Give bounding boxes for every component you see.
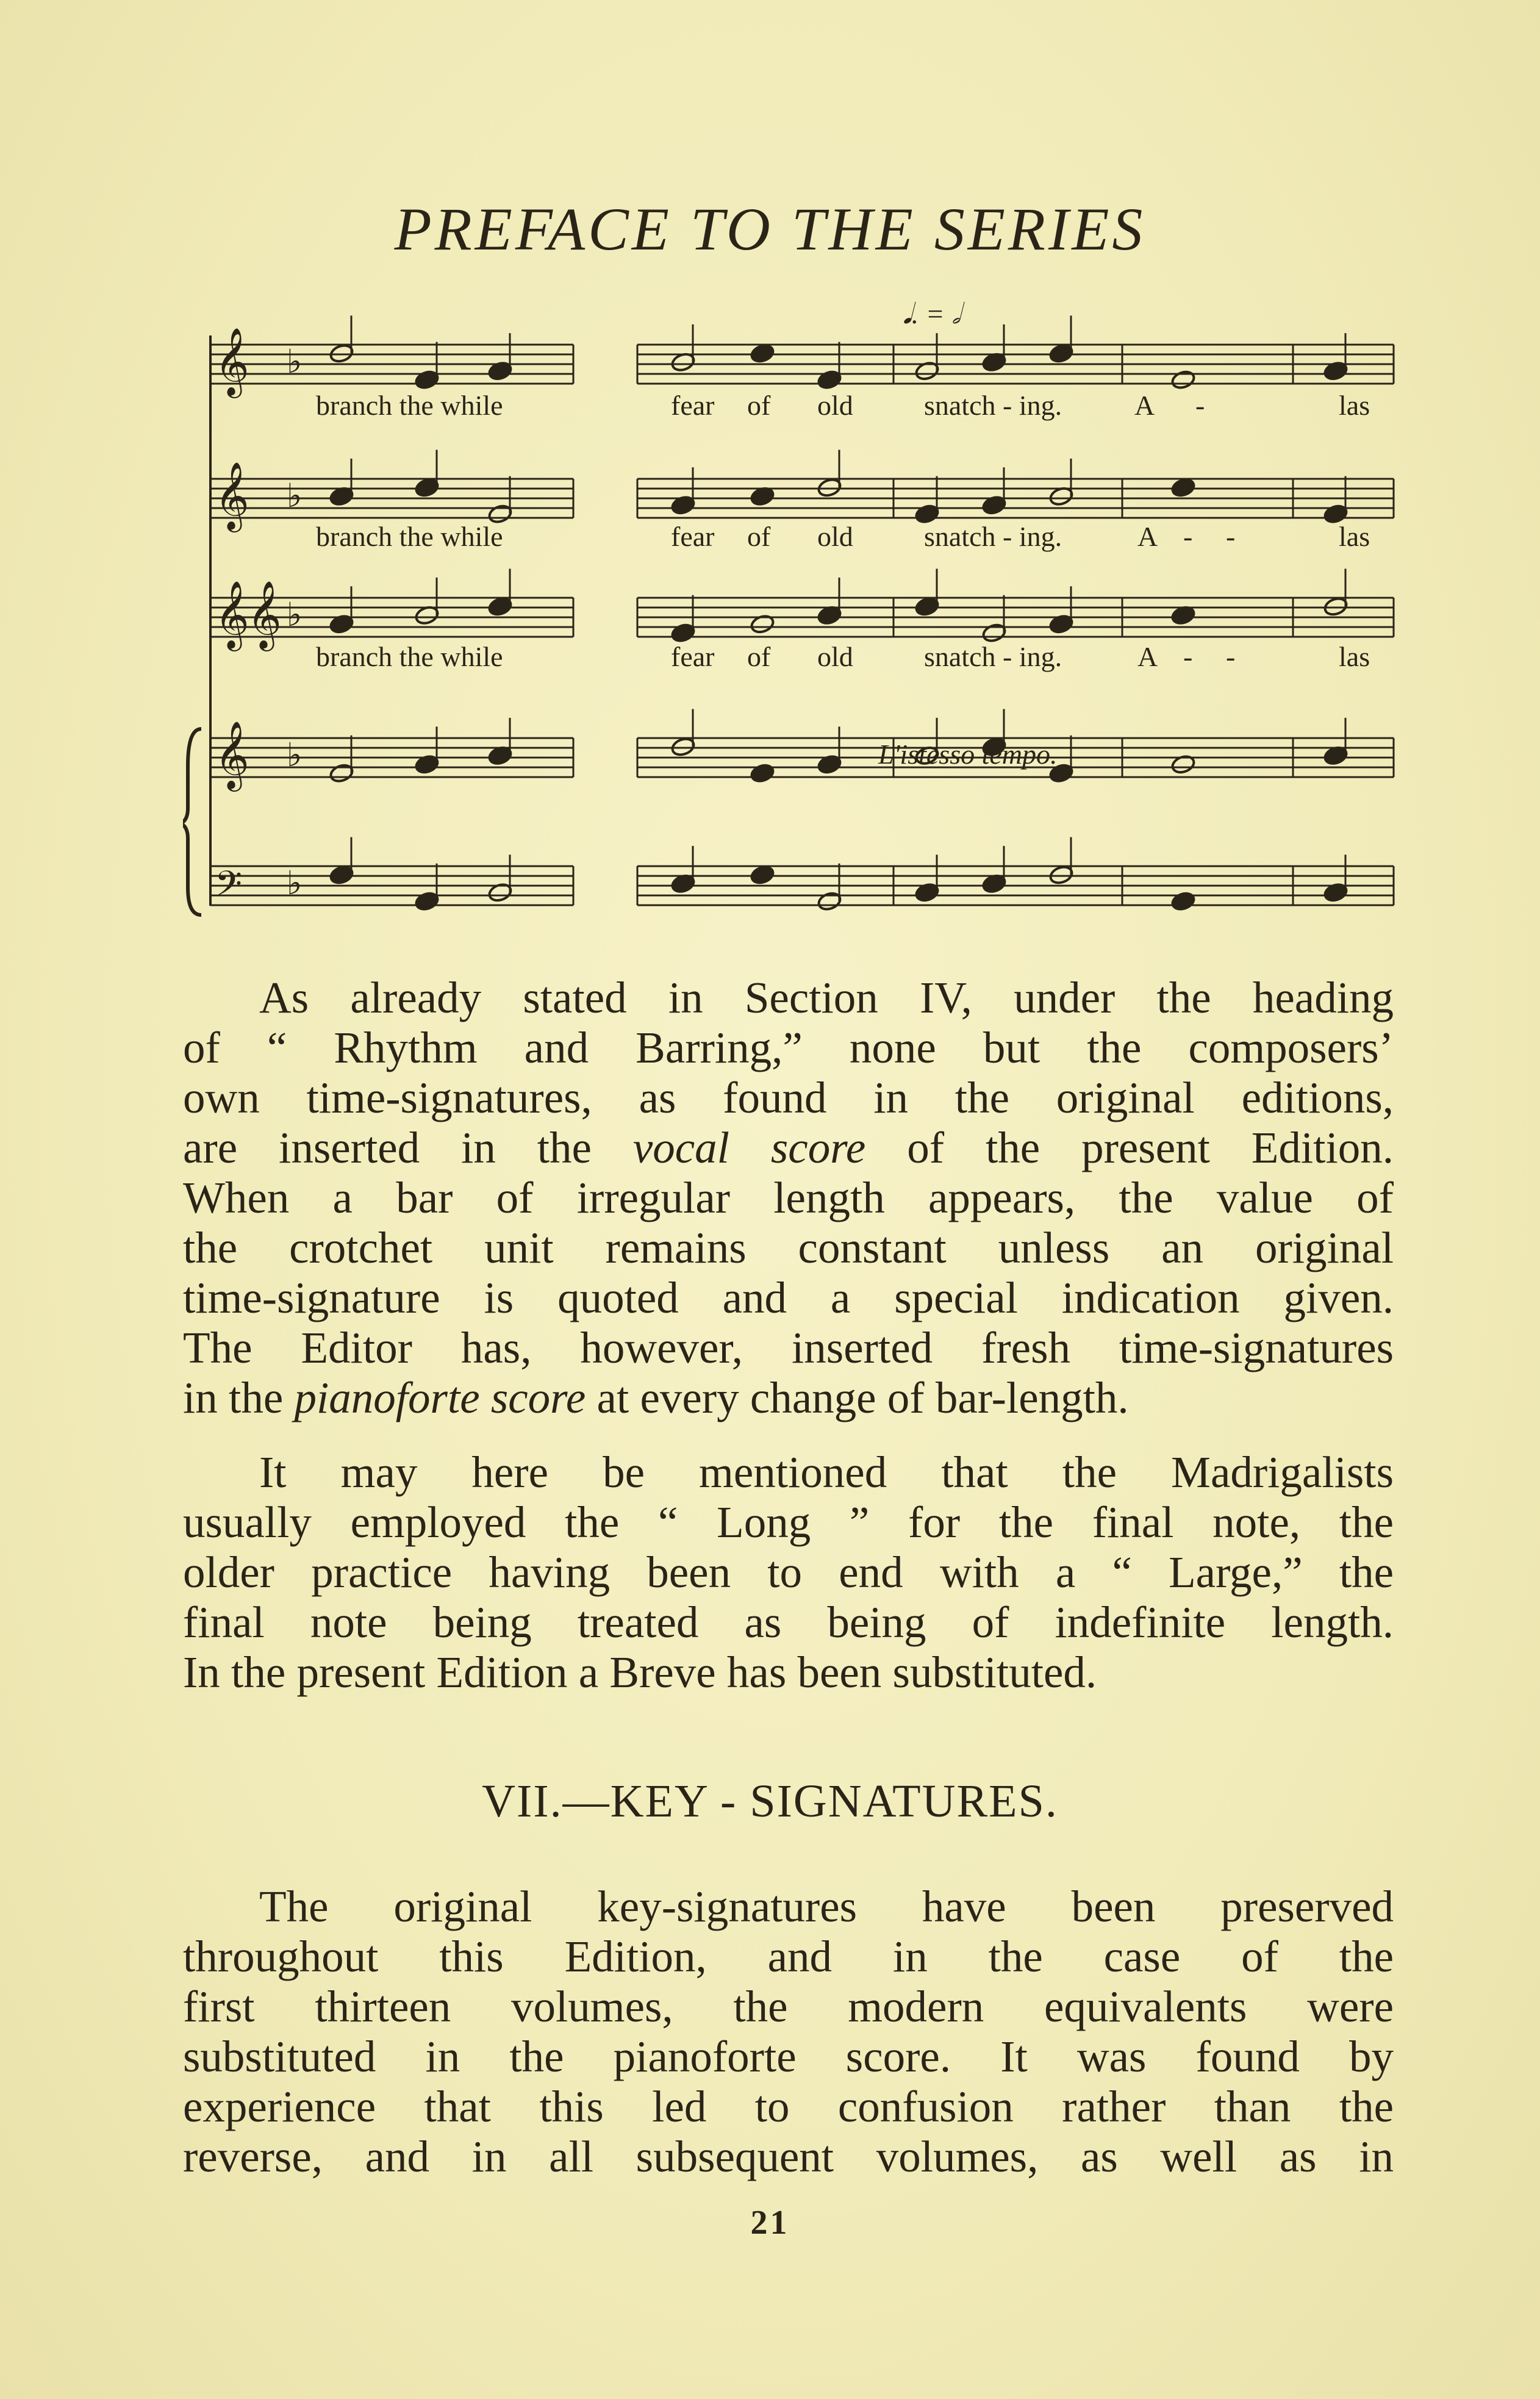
lyric-syllable: snatch - ing. (924, 521, 1062, 552)
flat-icon: ♭ (287, 476, 303, 515)
text-line: throughout this Edition, and in the case of the (183, 1932, 1394, 1981)
section-heading: VII.—KEY - SIGNATURES. (482, 1776, 1058, 1827)
running-head: PREFACE TO THE SERIES (394, 195, 1146, 263)
text-line: time-signature is quoted and a special indication given. (183, 1273, 1394, 1322)
flat-icon: ♭ (287, 736, 303, 774)
lyric-left: branch the while (316, 521, 503, 552)
brace (183, 729, 201, 915)
lyric-syllable: of (747, 390, 771, 421)
note-head (750, 864, 775, 886)
text-line: The original key-signatures have been preserved (259, 1882, 1394, 1931)
lyric-syllable: - (1226, 521, 1236, 552)
text-line: first thirteen volumes, the modern equivalents were (183, 1982, 1394, 2031)
lyric-syllable: las (1339, 521, 1370, 552)
text-line: the crotchet unit remains constant unless an original (183, 1223, 1394, 1272)
lyric-left: branch the while (316, 390, 503, 421)
lyric-syllable: A (1137, 521, 1158, 552)
text-line: When a bar of irregular length appears, the value of (183, 1173, 1394, 1222)
tempo-mark: 𝅘𝅥. = 𝅗𝅥 (903, 298, 961, 329)
paragraph-1 (183, 973, 1394, 1423)
text-line: usually employed the “ Long ” for the final note, the (183, 1497, 1394, 1547)
text-line: substituted in the pianoforte score. It was found by (183, 2032, 1394, 2081)
lyric-syllable: old (817, 390, 853, 421)
lyric-syllable: fear (671, 521, 715, 552)
lyric-syllable: - (1183, 521, 1193, 552)
lyric-syllable: A (1137, 641, 1158, 672)
lyric-syllable: - (1183, 641, 1193, 672)
text-line: In the present Edition a Breve has been substituted. (183, 1648, 1097, 1697)
bass-clef-icon: 𝄢 (215, 863, 243, 913)
paragraph-2 (183, 1447, 1394, 1698)
lyric-syllable: - (1195, 390, 1205, 421)
text-line: The Editor has, however, inserted fresh time-signatures (183, 1323, 1394, 1372)
page-number: 21 (750, 2204, 790, 2242)
note-head (750, 343, 775, 364)
tempo-text: L'istesso tempo. (878, 739, 1058, 770)
text-line: final note being treated as being of indefinite length. (183, 1598, 1394, 1647)
flat-icon: ♭ (287, 864, 303, 902)
text-line: experience that this led to confusion rather than the (183, 2082, 1394, 2131)
lyric-syllable: old (817, 521, 853, 552)
lyric-syllable: A (1134, 390, 1155, 421)
paragraph-3 (183, 1882, 1394, 2182)
lyric-syllable: las (1339, 641, 1370, 672)
text-line: older practice having been to end with a “ Large,” the (183, 1547, 1394, 1597)
lyric-syllable: of (747, 521, 771, 552)
treble-clef-icon: 𝄞 (215, 580, 249, 648)
text-line: As already stated in Section IV, under the heading (259, 973, 1394, 1022)
lyric-left: branch the while (316, 641, 503, 672)
treble-clef-icon: 𝄞 (247, 580, 282, 648)
text-line: It may here be mentioned that the Madrigalists (259, 1447, 1394, 1497)
lyric-syllable: - (1226, 641, 1236, 672)
treble-clef-icon: 𝄞 (215, 720, 249, 789)
lyric-syllable: of (747, 641, 771, 672)
music-score (183, 278, 1403, 967)
treble-clef-icon: 𝄞 (215, 327, 249, 395)
lyric-syllable: fear (671, 390, 715, 421)
flat-icon: ♭ (287, 595, 303, 634)
note-head (1170, 477, 1196, 498)
lyric-syllable: las (1339, 390, 1370, 421)
text-line: own time-signatures, as found in the original editions, (183, 1073, 1394, 1122)
text-line: are inserted in the vocal score of the present Edition. (183, 1123, 1394, 1172)
note-head (1170, 891, 1196, 912)
note-head (1170, 369, 1196, 390)
note-head (750, 762, 775, 784)
text-line: of “ Rhythm and Barring,” none but the composers’ (183, 1023, 1394, 1072)
treble-clef-icon: 𝄞 (215, 461, 249, 529)
lyric-syllable: snatch - ing. (924, 641, 1062, 672)
flat-icon: ♭ (287, 342, 303, 381)
lyric-syllable: snatch - ing. (924, 390, 1062, 421)
lyric-syllable: old (817, 641, 853, 672)
text-line: reverse, and in all subsequent volumes, as well as in (183, 2132, 1394, 2181)
lyric-syllable: fear (671, 641, 715, 672)
text-line: in the pianoforte score at every change of bar-length. (183, 1373, 1129, 1422)
